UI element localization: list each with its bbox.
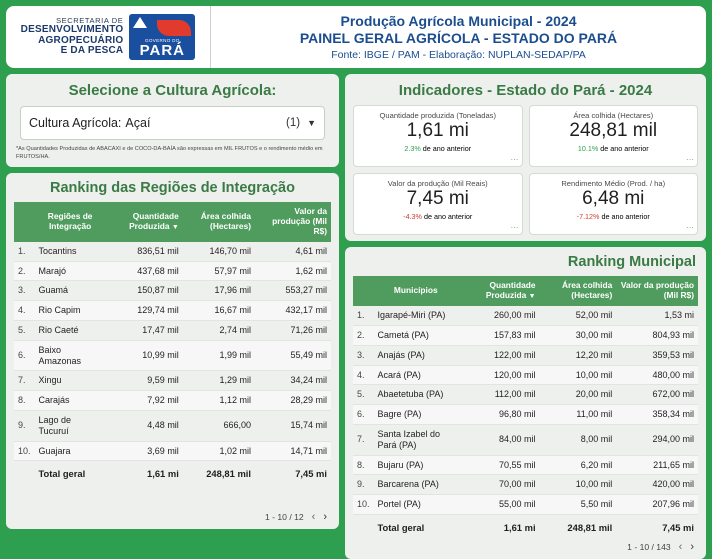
total-index	[353, 514, 374, 537]
kpi-valor-producao	[353, 173, 523, 235]
row-name: Xingu	[35, 371, 106, 391]
row-area: 12,20 mil	[540, 345, 617, 365]
kpi-delta-suffix: de ano anterior	[600, 143, 649, 153]
row-name: Igarapé-Miri (PA)	[374, 306, 459, 325]
row-index: 5.	[14, 321, 35, 341]
culture-select[interactable]	[20, 106, 325, 140]
row-valor: 14,71 mil	[255, 441, 331, 461]
row-index: 7.	[353, 424, 374, 455]
ranking-municipal-body	[353, 306, 698, 537]
table-header-row	[353, 276, 698, 306]
logo-line-2: DESENVOLVIMENTO	[20, 23, 124, 35]
ranking-municipal-title: Ranking Municipal	[567, 254, 696, 270]
table-row[interactable]	[353, 495, 698, 515]
kpi-value: 6,48 mi	[582, 188, 645, 209]
row-valor: 207,96 mil	[616, 495, 698, 515]
page-header	[6, 6, 706, 68]
table-row[interactable]	[353, 455, 698, 475]
table-row[interactable]	[14, 410, 331, 441]
row-area: 20,00 mil	[540, 385, 617, 405]
col-quantidade[interactable]: Quantidade Produzida ▼	[458, 276, 540, 306]
row-valor: 804,93 mil	[616, 325, 698, 345]
state-label: PARÁ	[139, 42, 186, 59]
chevron-down-icon[interactable]: ▼	[307, 118, 316, 128]
sort-desc-icon: ▼	[528, 292, 536, 300]
kpi-caption: Quantidade produzida (Toneladas)	[379, 111, 497, 120]
table-row[interactable]	[353, 306, 698, 325]
pager-range: 1 - 10 / 143	[627, 542, 671, 553]
row-name: Bujaru (PA)	[374, 455, 459, 475]
ranking-municipal-pager	[353, 537, 698, 553]
col-regiao[interactable]: Regiões de Integração	[35, 202, 106, 242]
row-name: Carajás	[35, 391, 106, 411]
row-name: Baixo Amazonas	[35, 340, 106, 371]
more-options-icon[interactable]: ⋯	[510, 155, 518, 164]
culture-selector-title: Selecione a Cultura Agrícola:	[68, 82, 277, 99]
culture-select-count: (1)	[286, 117, 301, 129]
row-name: Rio Capim	[35, 301, 106, 321]
table-total-row	[353, 514, 698, 537]
col-area[interactable]: Área colhida (Hectares)	[540, 276, 617, 306]
row-name: Cametá (PA)	[374, 325, 459, 345]
row-qtd: 84,00 mil	[458, 424, 540, 455]
logo-text	[21, 17, 124, 57]
col-area[interactable]: Área colhida (Hectares)	[183, 202, 255, 242]
row-area: 1,12 mil	[183, 391, 255, 411]
row-qtd: 112,00 mil	[458, 385, 540, 405]
gov-label: GOVERNO DO	[145, 38, 180, 43]
table-row[interactable]	[353, 385, 698, 405]
kpi-delta-value: 10.1%	[577, 143, 599, 153]
row-valor: 55,49 mil	[255, 340, 331, 371]
left-column	[6, 74, 339, 529]
culture-selector-card	[6, 74, 339, 167]
row-area: 1,02 mil	[183, 441, 255, 461]
row-index: 3.	[353, 345, 374, 365]
row-valor: 211,65 mil	[616, 455, 698, 475]
row-index: 6.	[353, 405, 374, 425]
culture-selector-note: *As Quantidades Produzidas de ABACAXI e de COCO-DA-BAÍA são expressas em MIL FRUTOS e o rendimento médio em FRUTOS/HA.	[16, 146, 323, 160]
page-source: Fonte: IBGE / PAM - Elaboração: NUPLAN-SEDAP/PA	[331, 49, 586, 61]
row-valor: 420,00 mil	[616, 475, 698, 495]
row-valor: 359,53 mil	[616, 345, 698, 365]
row-area: 52,00 mil	[540, 306, 617, 325]
row-valor: 34,24 mil	[255, 371, 331, 391]
culture-select-value: Açaí	[125, 116, 151, 130]
pager-prev-icon[interactable]: ‹	[311, 511, 316, 523]
dashboard-body	[6, 74, 706, 554]
table-row[interactable]	[14, 261, 331, 281]
total-qtd: 1,61 mi	[106, 461, 183, 484]
kpi-delta-suffix: de ano anterior	[601, 211, 650, 221]
table-row[interactable]	[14, 340, 331, 371]
row-index: 6.	[14, 340, 35, 371]
total-valor: 7,45 mi	[255, 461, 331, 484]
row-area: 8,00 mil	[540, 424, 617, 455]
row-area: 5,50 mil	[540, 495, 617, 515]
row-area: 10,00 mil	[540, 365, 617, 385]
table-head	[14, 202, 331, 242]
row-area: 30,00 mil	[540, 325, 617, 345]
row-qtd: 55,00 mil	[458, 495, 540, 515]
kpi-caption: Rendimento Médio (Prod. / ha)	[561, 179, 666, 188]
row-index: 2.	[14, 261, 35, 281]
total-label: Total geral	[374, 514, 459, 537]
row-valor: 71,26 mil	[255, 321, 331, 341]
kpi-quantidade-produzida	[353, 105, 523, 167]
row-qtd: 9,59 mil	[106, 371, 183, 391]
ranking-municipal-table	[353, 276, 698, 537]
row-qtd: 157,83 mil	[458, 325, 540, 345]
pager-prev-icon[interactable]: ‹	[678, 541, 683, 554]
kpi-delta	[536, 212, 692, 221]
logo-line-4: E DA PESCA	[60, 45, 124, 57]
table-row[interactable]	[14, 371, 331, 391]
row-area: 57,97 mil	[183, 261, 255, 281]
table-row[interactable]	[353, 365, 698, 385]
row-area: 1,99 mil	[183, 340, 255, 371]
row-index: 4.	[14, 301, 35, 321]
row-name: Barcarena (PA)	[374, 475, 459, 495]
row-qtd: 4,48 mil	[106, 410, 183, 441]
row-name: Santa Izabel do Pará (PA)	[374, 424, 459, 455]
kpi-value: 1,61 mi	[406, 120, 469, 141]
total-label: Total geral	[35, 461, 106, 484]
row-name: Guamá	[35, 281, 106, 301]
row-qtd: 129,74 mil	[106, 301, 183, 321]
row-name: Abaetetuba (PA)	[374, 385, 459, 405]
sedap-logo	[6, 6, 211, 68]
total-area: 248,81 mil	[183, 461, 255, 484]
para-state-logo-icon	[129, 14, 195, 60]
row-qtd: 150,87 mil	[106, 281, 183, 301]
culture-select-label: Cultura Agrícola:	[29, 116, 122, 130]
page-title: Produção Agrícola Municipal - 2024	[340, 13, 577, 29]
row-name: Marajó	[35, 261, 106, 281]
row-index: 2.	[353, 325, 374, 345]
ranking-regioes-pager	[14, 507, 331, 523]
table-row[interactable]	[14, 321, 331, 341]
kpi-delta-suffix: de ano anterior	[423, 211, 473, 221]
logo-line-3: AGROPECUÁRIO	[38, 34, 124, 46]
row-index: 8.	[14, 391, 35, 411]
ranking-regioes-body	[14, 242, 331, 484]
star-icon	[133, 17, 147, 28]
col-index	[14, 202, 35, 242]
row-area: 666,00	[183, 410, 255, 441]
page-title-block	[211, 6, 706, 68]
row-qtd: 70,55 mil	[458, 455, 540, 475]
total-qtd: 1,61 mi	[458, 514, 540, 537]
ranking-municipal-card	[345, 247, 706, 559]
table-row[interactable]	[14, 391, 331, 411]
kpi-delta	[360, 212, 516, 221]
table-row[interactable]	[353, 325, 698, 345]
row-area: 11,00 mil	[540, 405, 617, 425]
col-valor[interactable]: Valor da produção (Mil R$)	[255, 202, 331, 242]
row-valor: 1,62 mil	[255, 261, 331, 281]
row-qtd: 7,92 mil	[106, 391, 183, 411]
pager-next-icon[interactable]: ›	[323, 511, 327, 523]
row-area: 17,96 mil	[183, 281, 255, 301]
row-valor: 15,74 mil	[255, 410, 331, 441]
row-name: Bagre (PA)	[374, 405, 459, 425]
row-valor: 553,27 mil	[255, 281, 331, 301]
row-index: 4.	[353, 365, 374, 385]
row-index: 10.	[353, 495, 374, 515]
row-area: 146,70 mil	[183, 242, 255, 261]
ranking-regioes-card	[6, 173, 339, 529]
ranking-regioes-title: Ranking das Regiões de Integração	[50, 180, 295, 197]
row-qtd: 3,69 mil	[106, 441, 183, 461]
table-row[interactable]	[353, 405, 698, 425]
col-municipio[interactable]: Municípios	[374, 276, 459, 306]
kpi-rendimento-medio	[529, 173, 699, 235]
row-qtd: 122,00 mil	[458, 345, 540, 365]
row-index: 8.	[353, 455, 374, 475]
swoosh-icon	[157, 20, 191, 36]
kpi-delta-suffix: de ano anterior	[422, 143, 472, 153]
row-qtd: 10,99 mil	[106, 340, 183, 371]
row-valor: 432,17 mil	[255, 301, 331, 321]
kpi-value: 7,45 mi	[406, 188, 469, 209]
row-name: Rio Caeté	[35, 321, 106, 341]
row-qtd: 836,51 mil	[106, 242, 183, 261]
table-row[interactable]	[14, 242, 331, 261]
row-name: Anajás (PA)	[374, 345, 459, 365]
sort-desc-icon: ▼	[171, 223, 179, 231]
row-valor: 1,53 mi	[616, 306, 698, 325]
total-index	[14, 461, 35, 484]
row-area: 6,20 mil	[540, 455, 617, 475]
table-row[interactable]	[14, 441, 331, 461]
kpi-delta-value: 2.3%	[404, 143, 421, 153]
row-index: 10.	[14, 441, 35, 461]
row-index: 3.	[14, 281, 35, 301]
kpi-delta	[536, 144, 692, 153]
indicadores-title: Indicadores - Estado do Pará - 2024	[398, 82, 653, 99]
kpi-delta	[360, 144, 516, 153]
row-name: Lago de Tucuruí	[35, 410, 106, 441]
row-name: Portel (PA)	[374, 495, 459, 515]
pager-next-icon[interactable]: ›	[690, 541, 694, 554]
table-row[interactable]	[353, 424, 698, 455]
col-index	[353, 276, 374, 306]
row-index: 1.	[14, 242, 35, 261]
row-name: Acará (PA)	[374, 365, 459, 385]
row-area: 16,67 mil	[183, 301, 255, 321]
row-area: 1,29 mil	[183, 371, 255, 391]
more-options-icon[interactable]: ⋯	[686, 155, 693, 164]
row-name: Guajara	[35, 441, 106, 461]
row-qtd: 437,68 mil	[106, 261, 183, 281]
row-name: Tocantins	[35, 242, 106, 261]
kpi-value: 248,81 mil	[569, 120, 658, 141]
table-row[interactable]	[14, 301, 331, 321]
row-index: 5.	[353, 385, 374, 405]
row-area: 10,00 mil	[540, 475, 617, 495]
row-valor: 480,00 mil	[616, 365, 698, 385]
row-qtd: 260,00 mil	[458, 306, 540, 325]
pager-range: 1 - 10 / 12	[264, 512, 304, 522]
row-qtd: 120,00 mil	[458, 365, 540, 385]
row-qtd: 96,80 mil	[458, 405, 540, 425]
row-valor: 28,29 mil	[255, 391, 331, 411]
spacer	[14, 484, 331, 507]
kpi-delta-value: -4.3%	[403, 211, 422, 221]
more-options-icon[interactable]: ⋯	[686, 223, 693, 232]
col-quantidade[interactable]: Quantidade Produzida ▼	[106, 202, 183, 242]
row-index: 9.	[353, 475, 374, 495]
row-index: 9.	[14, 410, 35, 441]
more-options-icon[interactable]: ⋯	[510, 223, 518, 232]
table-total-row	[14, 461, 331, 484]
table-row[interactable]	[353, 345, 698, 365]
ranking-regioes-table	[14, 202, 331, 484]
row-index: 1.	[353, 306, 374, 325]
table-row[interactable]	[14, 281, 331, 301]
row-index: 7.	[14, 371, 35, 391]
kpi-caption: Valor da produção (Mil Reais)	[387, 179, 488, 188]
total-area: 248,81 mil	[540, 514, 617, 537]
row-qtd: 70,00 mil	[458, 475, 540, 495]
kpi-delta-value: -7.12%	[576, 211, 600, 221]
logo-line-1: SECRETARIA DE	[56, 15, 124, 25]
indicadores-grid	[353, 105, 698, 235]
row-valor: 358,34 mil	[616, 405, 698, 425]
col-valor[interactable]: Valor da produção (Mil R$)	[616, 276, 698, 306]
indicadores-card	[345, 74, 706, 241]
table-head	[353, 276, 698, 306]
row-area: 2,74 mil	[183, 321, 255, 341]
table-header-row	[14, 202, 331, 242]
total-valor: 7,45 mi	[616, 514, 698, 537]
row-qtd: 17,47 mil	[106, 321, 183, 341]
kpi-caption: Área colhida (Hectares)	[573, 111, 654, 120]
table-row[interactable]	[353, 475, 698, 495]
kpi-area-colhida	[529, 105, 699, 167]
row-valor: 294,00 mil	[616, 424, 698, 455]
right-column	[345, 74, 706, 554]
row-valor: 4,61 mil	[255, 242, 331, 261]
page-subtitle: PAINEL GERAL AGRÍCOLA - ESTADO DO PARÁ	[299, 30, 618, 46]
row-valor: 672,00 mil	[616, 385, 698, 405]
